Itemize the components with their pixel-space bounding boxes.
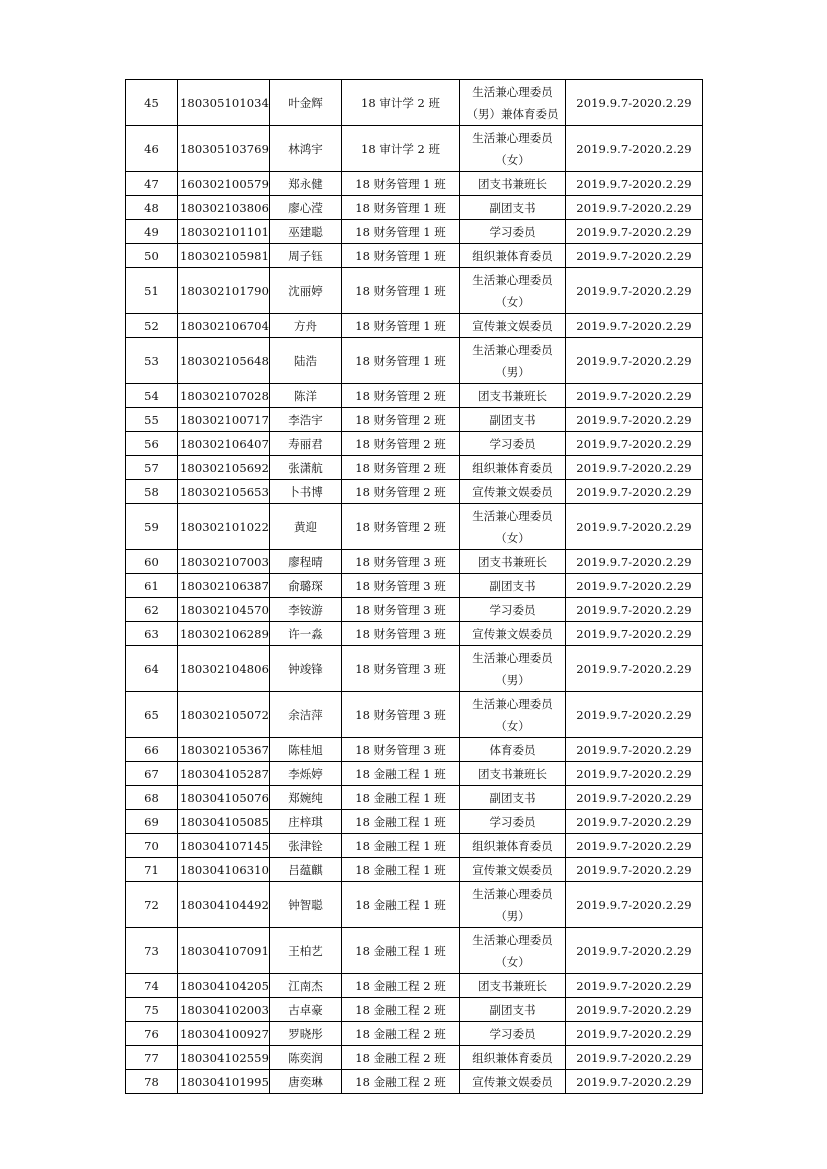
student-name-cell: 唐奕琳 [270,1070,342,1094]
row-number-cell: 48 [126,196,178,220]
term-cell: 2019.9.7-2020.2.29 [566,480,703,504]
student-id-cell: 180304107091 [178,928,270,974]
position-cell: 团支书兼班长 [460,172,566,196]
table-row [126,338,703,384]
class-name-cell: 18 财务管理 1 班 [342,172,460,196]
class-name-cell: 18 金融工程 1 班 [342,762,460,786]
student-id-cell: 180302100717 [178,408,270,432]
position-cell: 宣传兼文娱委员 [460,480,566,504]
table-row [126,622,703,646]
student-name-cell: 郑婉纯 [270,786,342,810]
term-cell: 2019.9.7-2020.2.29 [566,172,703,196]
student-id-cell: 180305103769 [178,126,270,172]
class-name-cell: 18 财务管理 1 班 [342,244,460,268]
student-id-cell: 180302103806 [178,196,270,220]
student-name-cell: 庄梓琪 [270,810,342,834]
student-name-cell: 郑永健 [270,172,342,196]
position-cell: 生活兼心理委员 （男） [460,646,566,692]
position-cell: 宣传兼文娱委员 [460,1070,566,1094]
class-name-cell: 18 财务管理 2 班 [342,456,460,480]
row-number-cell: 75 [126,998,178,1022]
term-cell: 2019.9.7-2020.2.29 [566,268,703,314]
row-number-cell: 65 [126,692,178,738]
position-cell: 副团支书 [460,408,566,432]
class-name-cell: 18 金融工程 2 班 [342,974,460,998]
student-id-cell: 180305101034 [178,80,270,126]
table-row [126,738,703,762]
row-number-cell: 47 [126,172,178,196]
student-name-cell: 李铵游 [270,598,342,622]
row-number-cell: 55 [126,408,178,432]
row-number-cell: 64 [126,646,178,692]
position-cell: 团支书兼班长 [460,974,566,998]
term-cell: 2019.9.7-2020.2.29 [566,1046,703,1070]
table-row [126,550,703,574]
row-number-cell: 52 [126,314,178,338]
term-cell: 2019.9.7-2020.2.29 [566,786,703,810]
row-number-cell: 62 [126,598,178,622]
term-cell: 2019.9.7-2020.2.29 [566,882,703,928]
position-cell: 组织兼体育委员 [460,244,566,268]
row-number-cell: 51 [126,268,178,314]
student-id-cell: 180302107028 [178,384,270,408]
student-name-cell: 钟智聪 [270,882,342,928]
table-row [126,408,703,432]
row-number-cell: 56 [126,432,178,456]
student-name-cell: 俞璐琛 [270,574,342,598]
student-id-cell: 180304100927 [178,1022,270,1046]
class-name-cell: 18 财务管理 3 班 [342,692,460,738]
term-cell: 2019.9.7-2020.2.29 [566,338,703,384]
student-id-cell: 180302105072 [178,692,270,738]
student-name-cell: 林鸿宇 [270,126,342,172]
row-number-cell: 70 [126,834,178,858]
student-name-cell: 陈奕润 [270,1046,342,1070]
term-cell: 2019.9.7-2020.2.29 [566,974,703,998]
table-row [126,882,703,928]
class-name-cell: 18 金融工程 2 班 [342,1046,460,1070]
student-name-cell: 王柏艺 [270,928,342,974]
student-name-cell: 罗晓彤 [270,1022,342,1046]
student-id-cell: 180304105085 [178,810,270,834]
position-cell: 宣传兼文娱委员 [460,858,566,882]
position-cell: 生活兼心理委员 （女） [460,126,566,172]
roster-body [126,80,703,1094]
table-row [126,220,703,244]
position-cell: 组织兼体育委员 [460,834,566,858]
row-number-cell: 50 [126,244,178,268]
class-name-cell: 18 金融工程 1 班 [342,882,460,928]
student-name-cell: 陈桂旭 [270,738,342,762]
class-name-cell: 18 财务管理 1 班 [342,196,460,220]
class-name-cell: 18 财务管理 2 班 [342,408,460,432]
row-number-cell: 73 [126,928,178,974]
table-row [126,810,703,834]
term-cell: 2019.9.7-2020.2.29 [566,834,703,858]
row-number-cell: 45 [126,80,178,126]
position-cell: 体育委员 [460,738,566,762]
student-name-cell: 巫建聪 [270,220,342,244]
position-cell: 生活兼心理委员 （女） [460,928,566,974]
position-cell: 生活兼心理委员 （女） [460,268,566,314]
position-cell: 副团支书 [460,786,566,810]
class-name-cell: 18 金融工程 2 班 [342,1022,460,1046]
student-id-cell: 180304104492 [178,882,270,928]
term-cell: 2019.9.7-2020.2.29 [566,574,703,598]
term-cell: 2019.9.7-2020.2.29 [566,314,703,338]
student-id-cell: 180302105692 [178,456,270,480]
row-number-cell: 76 [126,1022,178,1046]
row-number-cell: 74 [126,974,178,998]
student-name-cell: 黄迎 [270,504,342,550]
student-id-cell: 180302104570 [178,598,270,622]
student-name-cell: 陆浩 [270,338,342,384]
term-cell: 2019.9.7-2020.2.29 [566,456,703,480]
position-cell: 学习委员 [460,432,566,456]
class-name-cell: 18 金融工程 1 班 [342,928,460,974]
row-number-cell: 57 [126,456,178,480]
student-name-cell: 李烁婷 [270,762,342,786]
student-name-cell: 廖心滢 [270,196,342,220]
student-name-cell: 周子钰 [270,244,342,268]
student-id-cell: 180304105287 [178,762,270,786]
table-row [126,196,703,220]
student-name-cell: 钟竣锋 [270,646,342,692]
class-name-cell: 18 金融工程 1 班 [342,810,460,834]
term-cell: 2019.9.7-2020.2.29 [566,504,703,550]
class-name-cell: 18 财务管理 2 班 [342,432,460,456]
student-name-cell: 张津铨 [270,834,342,858]
table-row [126,480,703,504]
row-number-cell: 61 [126,574,178,598]
student-name-cell: 沈丽婷 [270,268,342,314]
position-cell: 副团支书 [460,196,566,220]
term-cell: 2019.9.7-2020.2.29 [566,244,703,268]
table-row [126,928,703,974]
class-name-cell: 18 财务管理 2 班 [342,504,460,550]
term-cell: 2019.9.7-2020.2.29 [566,858,703,882]
class-name-cell: 18 金融工程 1 班 [342,786,460,810]
position-cell: 宣传兼文娱委员 [460,314,566,338]
term-cell: 2019.9.7-2020.2.29 [566,738,703,762]
student-name-cell: 张潇航 [270,456,342,480]
table-row [126,692,703,738]
table-row [126,432,703,456]
class-name-cell: 18 金融工程 2 班 [342,998,460,1022]
term-cell: 2019.9.7-2020.2.29 [566,408,703,432]
table-row [126,598,703,622]
student-name-cell: 方舟 [270,314,342,338]
table-row [126,646,703,692]
table-row [126,268,703,314]
student-id-cell: 180304102559 [178,1046,270,1070]
table-row [126,786,703,810]
position-cell: 副团支书 [460,574,566,598]
term-cell: 2019.9.7-2020.2.29 [566,928,703,974]
class-name-cell: 18 财务管理 3 班 [342,622,460,646]
term-cell: 2019.9.7-2020.2.29 [566,384,703,408]
student-id-cell: 180302101022 [178,504,270,550]
student-id-cell: 180302101101 [178,220,270,244]
class-name-cell: 18 财务管理 3 班 [342,646,460,692]
table-row [126,1070,703,1094]
class-name-cell: 18 金融工程 1 班 [342,858,460,882]
student-id-cell: 180304107145 [178,834,270,858]
student-id-cell: 180304102003 [178,998,270,1022]
table-row [126,244,703,268]
position-cell: 副团支书 [460,998,566,1022]
position-cell: 组织兼体育委员 [460,1046,566,1070]
term-cell: 2019.9.7-2020.2.29 [566,196,703,220]
student-id-cell: 180302106407 [178,432,270,456]
row-number-cell: 58 [126,480,178,504]
term-cell: 2019.9.7-2020.2.29 [566,550,703,574]
position-cell: 生活兼心理委员 （女） [460,692,566,738]
student-id-cell: 180302105653 [178,480,270,504]
class-name-cell: 18 财务管理 1 班 [342,268,460,314]
term-cell: 2019.9.7-2020.2.29 [566,432,703,456]
class-name-cell: 18 财务管理 1 班 [342,314,460,338]
term-cell: 2019.9.7-2020.2.29 [566,220,703,244]
row-number-cell: 54 [126,384,178,408]
term-cell: 2019.9.7-2020.2.29 [566,762,703,786]
student-name-cell: 寿丽君 [270,432,342,456]
student-name-cell: 古卓豪 [270,998,342,1022]
class-name-cell: 18 金融工程 2 班 [342,1070,460,1094]
row-number-cell: 46 [126,126,178,172]
term-cell: 2019.9.7-2020.2.29 [566,810,703,834]
position-cell: 宣传兼文娱委员 [460,622,566,646]
row-number-cell: 68 [126,786,178,810]
table-row [126,1022,703,1046]
cadre-roster-table [125,79,703,1094]
row-number-cell: 69 [126,810,178,834]
term-cell: 2019.9.7-2020.2.29 [566,126,703,172]
class-name-cell: 18 财务管理 1 班 [342,220,460,244]
student-id-cell: 180302105981 [178,244,270,268]
position-cell: 团支书兼班长 [460,384,566,408]
class-name-cell: 18 审计学 2 班 [342,126,460,172]
table-row [126,858,703,882]
position-cell: 学习委员 [460,810,566,834]
row-number-cell: 72 [126,882,178,928]
table-row [126,834,703,858]
term-cell: 2019.9.7-2020.2.29 [566,692,703,738]
class-name-cell: 18 财务管理 3 班 [342,738,460,762]
table-row [126,974,703,998]
row-number-cell: 77 [126,1046,178,1070]
table-row [126,126,703,172]
position-cell: 学习委员 [460,1022,566,1046]
table-row [126,998,703,1022]
row-number-cell: 71 [126,858,178,882]
row-number-cell: 66 [126,738,178,762]
position-cell: 团支书兼班长 [460,762,566,786]
student-id-cell: 180304105076 [178,786,270,810]
student-name-cell: 江南杰 [270,974,342,998]
position-cell: 学习委员 [460,598,566,622]
row-number-cell: 67 [126,762,178,786]
student-id-cell: 180304104205 [178,974,270,998]
class-name-cell: 18 财务管理 3 班 [342,574,460,598]
class-name-cell: 18 审计学 2 班 [342,80,460,126]
term-cell: 2019.9.7-2020.2.29 [566,1022,703,1046]
position-cell: 团支书兼班长 [460,550,566,574]
student-name-cell: 吕蕴麒 [270,858,342,882]
row-number-cell: 78 [126,1070,178,1094]
student-id-cell: 180302106387 [178,574,270,598]
student-name-cell: 许一淼 [270,622,342,646]
student-id-cell: 180302106704 [178,314,270,338]
position-cell: 生活兼心理委员 （男） [460,338,566,384]
table-row [126,80,703,126]
student-name-cell: 余洁萍 [270,692,342,738]
table-row [126,172,703,196]
student-name-cell: 卜书博 [270,480,342,504]
student-id-cell: 160302100579 [178,172,270,196]
student-name-cell: 陈洋 [270,384,342,408]
table-row [126,504,703,550]
student-name-cell: 李浩宇 [270,408,342,432]
student-name-cell: 叶金辉 [270,80,342,126]
position-cell: 学习委员 [460,220,566,244]
student-id-cell: 180302105367 [178,738,270,762]
student-name-cell: 廖程晴 [270,550,342,574]
term-cell: 2019.9.7-2020.2.29 [566,622,703,646]
class-name-cell: 18 财务管理 2 班 [342,384,460,408]
student-id-cell: 180302106289 [178,622,270,646]
row-number-cell: 63 [126,622,178,646]
table-row [126,456,703,480]
table-row [126,574,703,598]
term-cell: 2019.9.7-2020.2.29 [566,1070,703,1094]
position-cell: 生活兼心理委员 （女） [460,504,566,550]
term-cell: 2019.9.7-2020.2.29 [566,80,703,126]
class-name-cell: 18 财务管理 3 班 [342,598,460,622]
row-number-cell: 59 [126,504,178,550]
class-name-cell: 18 财务管理 3 班 [342,550,460,574]
term-cell: 2019.9.7-2020.2.29 [566,998,703,1022]
student-id-cell: 180302101790 [178,268,270,314]
row-number-cell: 49 [126,220,178,244]
student-id-cell: 180302104806 [178,646,270,692]
row-number-cell: 60 [126,550,178,574]
student-id-cell: 180302105648 [178,338,270,384]
student-id-cell: 180304101995 [178,1070,270,1094]
term-cell: 2019.9.7-2020.2.29 [566,598,703,622]
student-id-cell: 180302107003 [178,550,270,574]
table-row [126,384,703,408]
student-id-cell: 180304106310 [178,858,270,882]
position-cell: 生活兼心理委员 （男） [460,882,566,928]
table-row [126,762,703,786]
row-number-cell: 53 [126,338,178,384]
term-cell: 2019.9.7-2020.2.29 [566,646,703,692]
table-row [126,1046,703,1070]
table-row [126,314,703,338]
class-name-cell: 18 财务管理 2 班 [342,480,460,504]
class-name-cell: 18 财务管理 1 班 [342,338,460,384]
position-cell: 组织兼体育委员 [460,456,566,480]
position-cell: 生活兼心理委员 （男）兼体育委员 [460,80,566,126]
class-name-cell: 18 金融工程 1 班 [342,834,460,858]
